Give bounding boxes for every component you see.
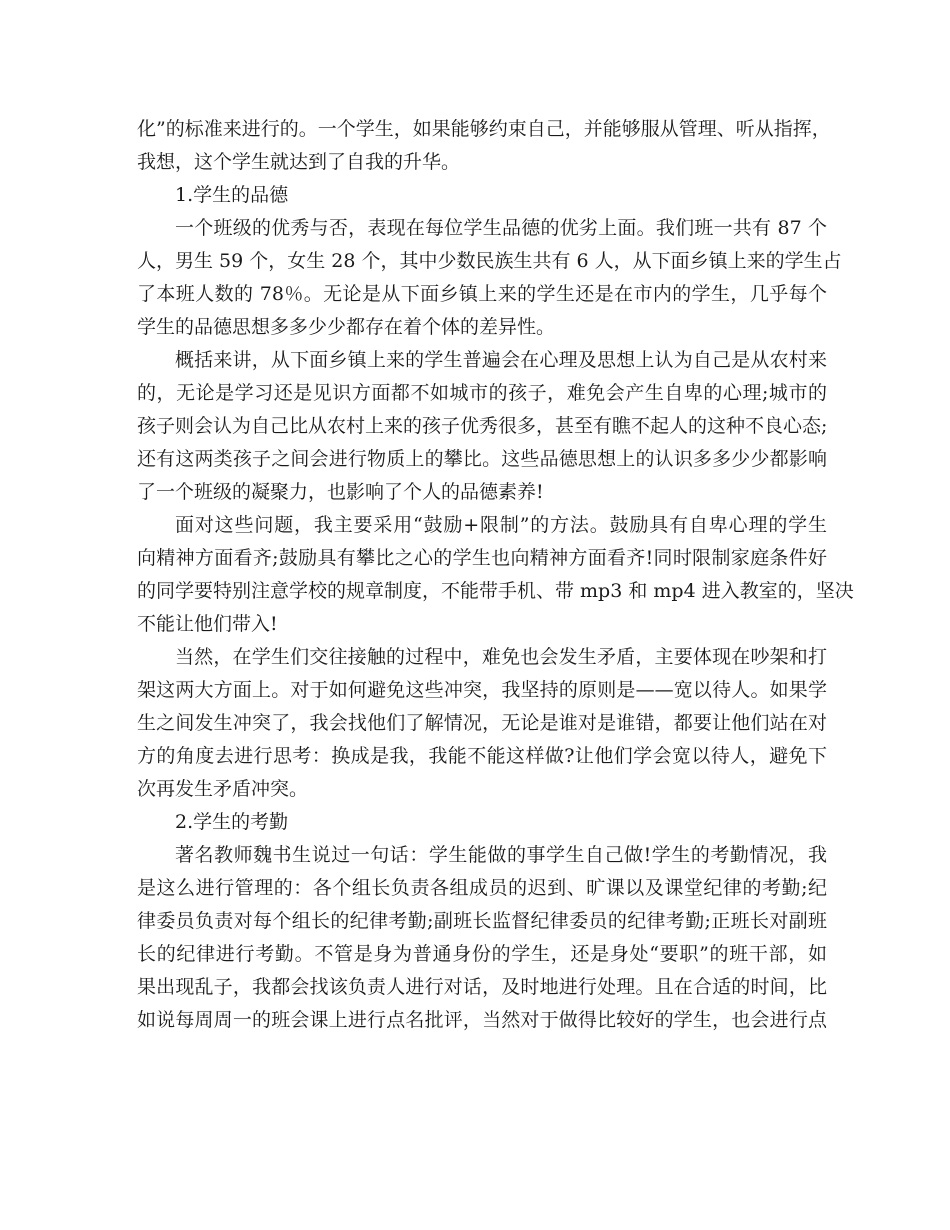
text-line: 如说每周周一的班会课上进行点名批评，当然对于做得比较好的学生，也会进行点 xyxy=(137,1009,827,1031)
text-line: 不能让他们带入! xyxy=(137,613,278,635)
text-line: 著名教师魏书生说过一句话：学生能做的事学生自己做!学生的考勤情况，我 xyxy=(175,844,827,866)
text-line: 学生的品德思想多多少少都存在着个体的差异性。 xyxy=(137,316,556,338)
text-line: 生之间发生冲突了，我会找他们了解情况，无论是谁对是谁错，都要让他们站在对 xyxy=(137,712,827,734)
text-line: 人，男生 59 个，女生 28 个，其中少数民族生共有 6 人，从下面乡镇上来的学生占 xyxy=(137,250,842,272)
text-line: 律委员负责对每个组长的纪律考勤;副班长监督纪律委员的纪律考勤;正班长对副班 xyxy=(137,910,827,932)
text-line: 当然，在学生们交往接触的过程中，难免也会发生矛盾，主要体现在吵架和打 xyxy=(175,646,827,668)
text-line: 的同学要特别注意学校的规章制度，不能带手机、带 mp3 和 mp4 进入教室的，坚决 xyxy=(137,580,854,602)
text-line: 了本班人数的 78％。无论是从下面乡镇上来的学生还是在市内的学生，几乎每个 xyxy=(137,283,827,305)
text-line: 的，无论是学习还是见识方面都不如城市的孩子，难免会产生自卑的心理;城市的 xyxy=(137,382,827,404)
text-line: 架这两大方面上。对于如何避免这些冲突，我坚持的原则是——宽以待人。如果学 xyxy=(137,679,827,701)
text-line: 果出现乱子，我都会找该负责人进行对话，及时地进行处理。且在合适的时间，比 xyxy=(137,976,827,998)
text-line: 面对这些问题，我主要采用“鼓励+限制”的方法。鼓励具有自卑心理的学生 xyxy=(175,514,827,536)
section-heading: 2.学生的考勤 xyxy=(175,811,289,833)
section-heading: 1.学生的品德 xyxy=(175,184,289,206)
text-line: 孩子则会认为自己比从农村上来的孩子优秀很多，甚至有瞧不起人的这种不良心态; xyxy=(137,415,828,437)
text-line: 向精神方面看齐;鼓励具有攀比之心的学生也向精神方面看齐!同时限制家庭条件好 xyxy=(137,547,827,569)
text-line: 方的角度去进行思考：换成是我，我能不能这样做?让他们学会宽以待人，避免下 xyxy=(137,745,827,767)
text-line: 了一个班级的凝聚力，也影响了个人的品德素养! xyxy=(137,481,544,503)
text-line: 是这么进行管理的：各个组长负责各组成员的迟到、旷课以及课堂纪律的考勤;纪 xyxy=(137,877,827,899)
text-line: 我想，这个学生就达到了自我的升华。 xyxy=(137,151,461,173)
text-line: 次再发生矛盾冲突。 xyxy=(137,778,309,800)
text-line: 长的纪律进行考勤。不管是身为普通身份的学生，还是身处“要职”的班干部，如 xyxy=(137,943,827,965)
text-line: 还有这两类孩子之间会进行物质上的攀比。这些品德思想上的认识多多少少都影响 xyxy=(137,448,827,470)
text-line: 化”的标准来进行的。一个学生，如果能够约束自己，并能够服从管理、听从指挥， xyxy=(137,118,831,140)
text-line: 一个班级的优秀与否，表现在每位学生品德的优劣上面。我们班一共有 87 个 xyxy=(175,217,827,239)
document-page xyxy=(137,113,854,1037)
text-line: 概括来讲，从下面乡镇上来的学生普遍会在心理及思想上认为自己是从农村来 xyxy=(175,349,827,371)
